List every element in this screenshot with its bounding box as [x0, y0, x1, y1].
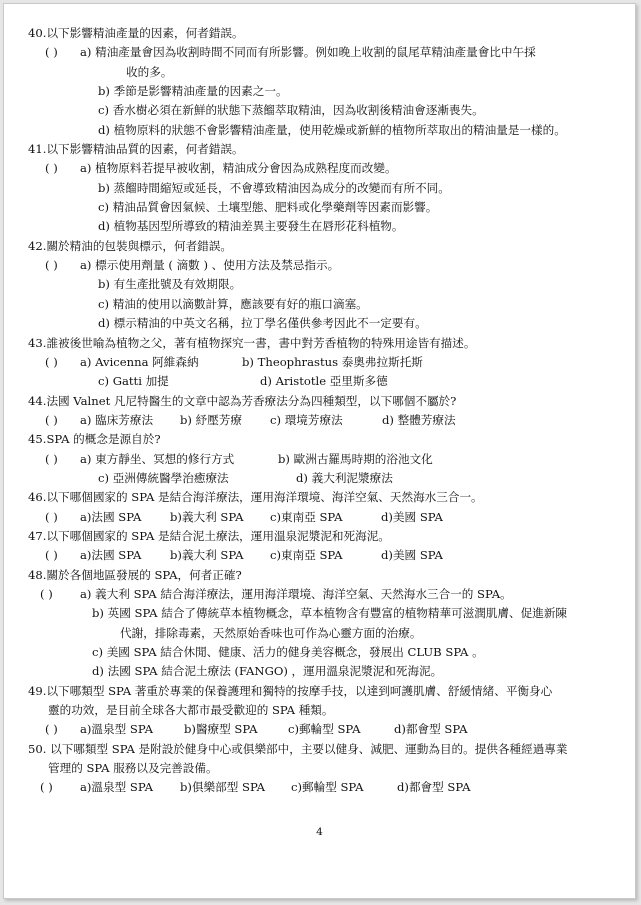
q41-option-c: c) 精油品質會因氣候、土壤型態、肥料或化學藥劑等因素而影響。 — [98, 200, 438, 215]
question-45: 45.SPA 的概念是源自於? — [28, 432, 161, 447]
q43-options-ab: ( ) a) Avicenna 阿維森納 b) Theophrastus 泰奧弗拉斯托斯 — [28, 353, 618, 372]
question-50-cont: 管理的 SPA 服務以及完善設備。 — [48, 761, 218, 776]
answer-blank[interactable]: ( ) — [45, 354, 58, 369]
answer-blank[interactable]: ( ) — [45, 412, 58, 427]
question-49: 49.以下哪類型 SPA 著重於專業的保養護理和獨特的按摩手技，以達到呵護肌膚、舒緩情緒、平衡身心 — [28, 683, 553, 698]
q42-option-a: ( ) a) 標示使用劑量 ( 滴數 ) 、使用方法及禁忌指示。 — [28, 256, 618, 275]
q49-options: ( ) a)溫泉型 SPA b)醫療型 SPA c)郵輪型 SPA d)都會型 SPA — [28, 720, 618, 739]
q40-option-c: c) 香水樹必須在新鮮的狀態下蒸餾萃取精油，因為收割後精油會逐漸喪失。 — [98, 103, 484, 118]
question-44: 44.法國 Valnet 凡尼特醫生的文章中認為芳香療法分為四種類型，以下哪個不屬於? — [28, 393, 457, 408]
question-46: 46.以下哪個國家的 SPA 是結合海洋療法，運用海洋環境、海洋空氣、天然海水三合一。 — [28, 490, 483, 505]
question-42: 42.關於精油的包裝與標示，何者錯誤。 — [28, 238, 232, 253]
answer-blank[interactable]: ( ) — [40, 780, 53, 795]
answer-blank[interactable]: ( ) — [45, 258, 58, 273]
exam-questions — [28, 24, 618, 798]
q48-option-b: b) 英國 SPA 結合了傳統草本植物概念，草本植物含有豐富的植物精華可滋潤肌膚、促進新陳 — [92, 606, 568, 621]
q40-option-a-cont: 收的多。 — [126, 64, 173, 79]
q46-options: ( ) a)法國 SPA b)義大利 SPA c)東南亞 SPA d)美國 SPA — [28, 508, 618, 527]
question-41: 41.以下影響精油品質的因素，何者錯誤。 — [28, 142, 244, 157]
q42-option-d: d) 標示精油的中英文名稱，拉丁學名僅供參考因此不一定要有。 — [98, 316, 427, 331]
q42-option-b: b) 有生產批號及有效期限。 — [98, 277, 242, 292]
question-47: 47.以下哪個國家的 SPA 是結合泥土療法，運用溫泉泥漿泥和死海泥。 — [28, 528, 390, 543]
q43-options-cd: c) Gatti 加提 d) Aristotle 亞里斯多德 — [98, 374, 388, 389]
question-40: 40.以下影響精油產量的因素，何者錯誤。 — [28, 26, 244, 40]
q45-options-cd: c) 亞洲傳統醫學治癒療法 d) 義大利泥漿療法 — [98, 470, 393, 485]
question-43: 43.誰被後世喻為植物之父，著有植物探究一書，書中對芳香植物的特殊用途皆有描述。 — [28, 335, 476, 350]
q50-options: ( ) a)溫泉型 SPA b)俱樂部型 SPA c)郵輪型 SPA d)都會型 SPA — [28, 778, 618, 797]
document-page — [3, 3, 636, 899]
answer-blank[interactable]: ( ) — [45, 451, 58, 466]
q48-option-b-cont: 代謝，排除毒素，天然原始香味也可作為心靈方面的治療。 — [120, 625, 422, 640]
q47-options: ( ) a)法國 SPA b)義大利 SPA c)東南亞 SPA d)美國 SPA — [28, 546, 618, 565]
q48-option-a: ( ) a) 義大利 SPA 結合海洋療法，運用海洋環境、海洋空氣、天然海水三合一的 SPA。 — [28, 585, 618, 604]
question-50: 50. 以下哪類型 SPA 是附設於健身中心或俱樂部中，主要以健身、減肥、運動為目的。提供各種經過專業 — [28, 741, 568, 756]
q48-option-d: d) 法國 SPA 結合泥土療法 (FANGO) ，運用溫泉泥漿泥和死海泥。 — [92, 664, 443, 679]
q41-option-b: b) 蒸餾時間縮短或延長，不會導致精油因為成分的改變而有所不同。 — [98, 180, 450, 195]
answer-blank[interactable]: ( ) — [45, 722, 58, 737]
page-number: 4 — [316, 826, 323, 838]
answer-blank[interactable]: ( ) — [40, 586, 53, 601]
q45-options-ab: ( ) a) 東方靜坐、冥想的修行方式 b) 歐洲古羅馬時期的浴池文化 — [28, 450, 618, 469]
question-49-cont: 靈的功效，是目前全球各大都市最受歡迎的 SPA 種類。 — [48, 703, 334, 718]
q41-option-d: d) 植物基因型所導致的精油差異主要發生在唇形花科植物。 — [98, 219, 404, 234]
q48-option-c: c) 美國 SPA 結合休閒、健康、活力的健身美容概念，發展出 CLUB SPA 。 — [92, 645, 484, 659]
answer-blank[interactable]: ( ) — [45, 548, 58, 563]
q40-option-d: d) 植物原料的狀態不會影響精油產量，使用乾燥或新鮮的植物所萃取出的精油量是一樣的。 — [98, 122, 566, 137]
q41-option-a: ( ) a) 植物原料若提早被收割，精油成分會因為成熟程度而改變。 — [28, 159, 618, 178]
q40-option-b: b) 季節是影響精油產量的因素之一。 — [98, 84, 288, 99]
q42-option-c: c) 精油的使用以滴數計算，應該要有好的瓶口滴塞。 — [98, 296, 368, 311]
answer-blank[interactable]: ( ) — [45, 45, 58, 60]
question-48: 48.關於各個地區發展的 SPA，何者正確? — [28, 567, 242, 582]
answer-blank[interactable]: ( ) — [45, 161, 58, 176]
q44-options: ( ) a) 臨床芳療法 b) 紓壓芳療 c) 環境芳療法 d) 整體芳療法 — [28, 411, 618, 430]
q40-option-a: ( ) a) 精油產量會因為收割時間不同而有所影響。例如晚上收割的鼠尾草精油產量會比中午採 — [28, 43, 618, 62]
answer-blank[interactable]: ( ) — [45, 509, 58, 524]
